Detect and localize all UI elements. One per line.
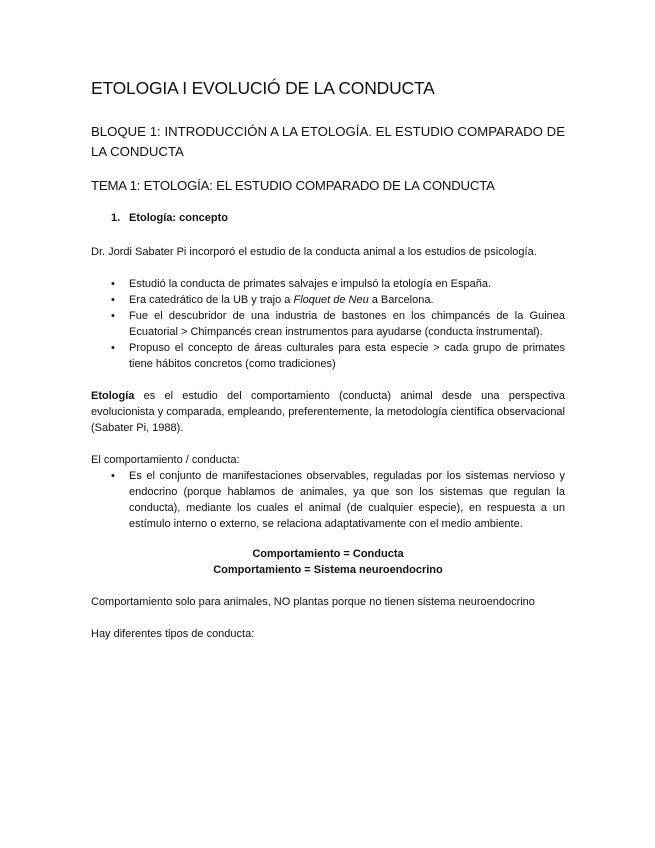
equation-line: Comportamiento = Conducta [252, 548, 404, 560]
list-item [91, 308, 565, 340]
block-title: BLOQUE 1: INTRODUCCIÓN A LA ETOLOGÍA. EL ESTUDIO COMPARADO DE LA CONDUCTA [91, 124, 565, 159]
equation-line: Comportamiento = Sistema neuroendocrino [213, 564, 443, 576]
document-title: ETOLOGIA I EVOLUCIÓ DE LA CONDUCTA [91, 78, 435, 98]
section-heading [111, 212, 228, 224]
behavior-bullet-list [91, 468, 565, 532]
definition-text: es el estudio del comportamiento (conducta) animal desde una perspectiva evolucionista y comparada, empleando, preferentemente, la metodología científica observacional (Sabater Pi, 1988). [91, 390, 565, 434]
intro-paragraph: Dr. Jordi Sabater Pi incorporó el estudio de la conducta animal a los estudios de psicología. [91, 246, 537, 258]
bullet-marker: • [111, 278, 115, 290]
list-item-text: Es el conjunto de manifestaciones observables, reguladas por los sistemas nervioso y endocrino (porque hablamos de animales, ya que son los sistemas que regulan la conducta), mediante los cuales el animal (de cualquier especie), en respuesta a un estímulo interno o externo, se relaciona adaptativamente con el medio ambiente. [129, 470, 565, 530]
list-item [91, 276, 565, 292]
definition-term: Etología [91, 390, 135, 402]
list-item [91, 468, 565, 532]
bullet-marker: • [111, 470, 115, 482]
list-item [91, 340, 565, 372]
sabater-bullet-list [91, 276, 565, 372]
bullet-marker: • [111, 342, 115, 354]
topic-title: TEMA 1: ETOLOGÍA: EL ESTUDIO COMPARADO DE LA CONDUCTA [91, 178, 495, 193]
types-intro: Hay diferentes tipos de conducta: [91, 628, 255, 640]
list-item-text: Fue el descubridor de una industria de bastones en los chimpancés de la Guinea Ecuatorial > Chimpancés crean instrumentos para ayudarse (conducta instrumental). [129, 310, 565, 338]
section-number: 1. [111, 212, 121, 224]
list-item-italic-name: Floquet de Neu [293, 294, 369, 306]
list-item-text-pre: Era catedrático de la UB y trajo a [129, 294, 294, 306]
section-title: Etología: concepto [129, 212, 228, 224]
definition-paragraph [91, 388, 565, 436]
list-item [91, 292, 565, 308]
behavior-label: El comportamiento / conducta: [91, 454, 240, 466]
list-item-text: Propuso el concepto de áreas culturales para esta especie > cada grupo de primates tiene hábitos concretos (como tradiciones) [129, 342, 565, 370]
list-item-text-post: a Barcelona. [368, 294, 434, 306]
bullet-marker: • [111, 310, 115, 322]
bullet-marker: • [111, 294, 115, 306]
list-item-text: Estudió la conducta de primates salvajes e impulsó la etología en España. [129, 278, 491, 290]
note-paragraph: Comportamiento solo para animales, NO plantas porque no tienen sistema neuroendocrino [91, 596, 535, 608]
